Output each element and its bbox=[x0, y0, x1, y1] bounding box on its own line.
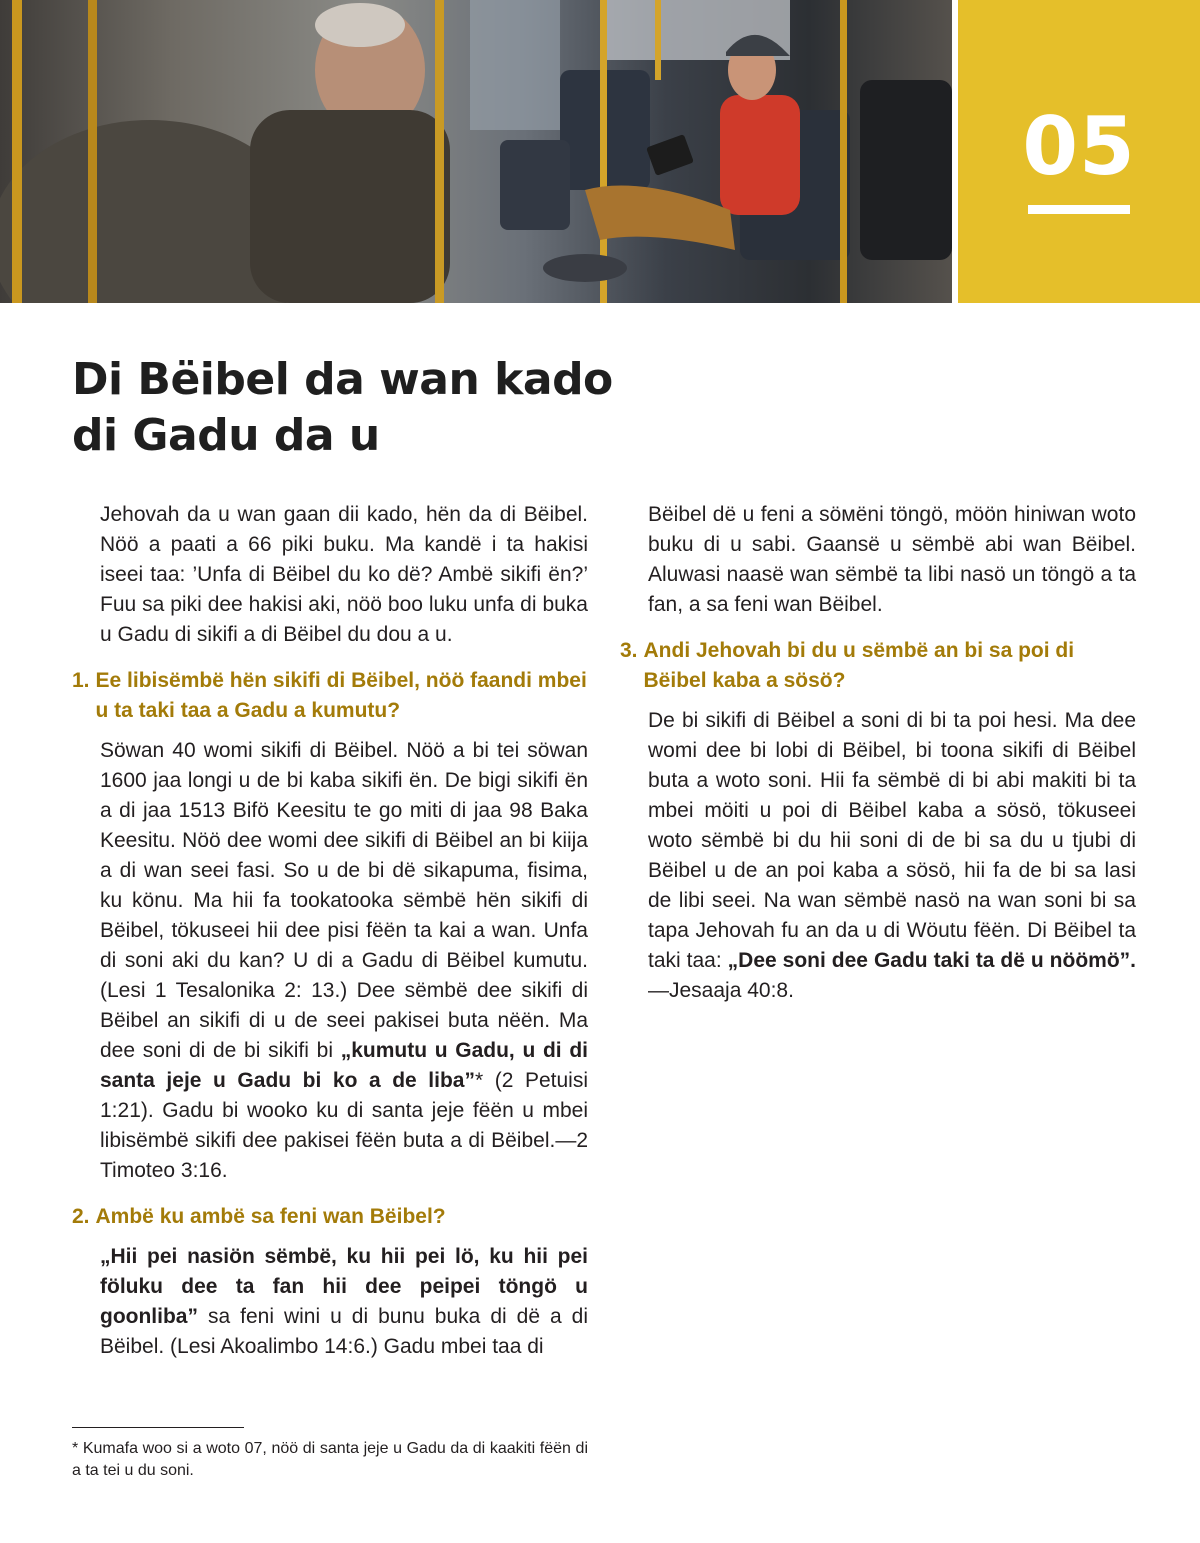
answer-1-text-end: * (2 Petuisi 1:21). Gadu bi wooko ku di santa jeje fëën u mbei libisëmbë sikifi dee pakisei fëën buta a di Bëibel.—2 Timoteo 3:16. bbox=[100, 1069, 589, 1182]
answer-3-quote: „Dee soni dee Gadu taki ta dë u nöömö”. bbox=[721, 949, 1136, 972]
header-photo bbox=[0, 0, 952, 303]
badge-underline bbox=[1028, 205, 1130, 214]
question-3-heading bbox=[620, 636, 1136, 696]
answer-3-text: De bi sikifi di Bëibel a soni di bi ta poi hesi. Ma dee womi dee bi lobi di Bëibel, bi toona sikifi di Bëibel buta a woto soni. Hii fa sëmbë di bi abi makiti bi ta mbei möiti u poi di Bëibel kaba a sösö, tökuseei woto sëmbë bi du hii soni di de bi sa du u tjubi di Bëibel u de an poi kaba a sösö, hii fa de bi sa lasi de libi seei. Na wan sëmbë nasö na wan soni bi sa tapa Jehovah fu an da u di Wöutu fëën. Di Bëibel ta taki taa: bbox=[648, 709, 1136, 972]
question-1-heading bbox=[72, 666, 588, 726]
question-text: Ee libisëmbë hën sikifi di Bëibel, nöö faandi mbei u ta taki taa a Gadu a kumutu? bbox=[95, 669, 587, 722]
right-column bbox=[620, 500, 1136, 1006]
answer-1-paragraph bbox=[72, 736, 588, 1186]
answer-3-citation: —Jesaaja 40:8. bbox=[648, 979, 794, 1002]
page-title bbox=[72, 352, 712, 464]
bus-passengers-photo bbox=[0, 0, 952, 303]
question-number: 3. bbox=[620, 639, 638, 662]
lesson-number: 05 bbox=[1022, 100, 1136, 193]
intro-paragraph: Jehovah da u wan gaan dii kado, hën da di Bëibel. Nöö a paati a 66 piki buku. Ma kandë i ta hakisi iseei taa: ’Unfa di Bëibel du ko dë? Ambë sikifi ën?’ Fuu sa piki dee hakisi aki, nöö boo luku unfa di buka u Gadu di sikifi a di Bëibel du dou a u. bbox=[100, 503, 588, 646]
answer-2-quote: „Hii pei nasiön sëmbë, ku hii pei lö, ku hii pei föluku dee ta fan hii dee peipei töngö u goonliba” bbox=[100, 1245, 588, 1328]
title-line-2: di Gadu da u bbox=[72, 410, 380, 461]
answer-1-quote: „kumutu u Gadu, u di di santa jeje u Gadu bi ko a de liba” bbox=[100, 1039, 588, 1092]
answer-2-paragraph bbox=[72, 1242, 588, 1362]
answer-3-paragraph bbox=[620, 706, 1136, 1006]
lesson-number-badge bbox=[958, 0, 1200, 303]
question-number: 2. bbox=[72, 1205, 90, 1228]
question-text: Ambë ku ambë sa feni wan Bëibel? bbox=[95, 1205, 446, 1228]
answer-2-continued: Bëibel dë u feni a söмëni töngö, möön hiniwan woto buku di u sabi. Gaansë u sëmbë abi wan Bëibel. Aluwasi naasë wan sëmbë ta libi nasö un töngö a ta fan, a sa feni wan Bëibel. bbox=[648, 503, 1136, 616]
title-line-1: Di Bëibel da wan kado bbox=[72, 354, 613, 405]
question-2-heading bbox=[72, 1202, 588, 1232]
footnote-divider bbox=[72, 1427, 244, 1428]
footnote: * Kumafa woo si a woto 07, nöö di santa jeje u Gadu da di kaakiti fëën di a ta tei u du soni. bbox=[72, 1440, 588, 1479]
answer-2-text: sa feni wini u di bunu buka di dë a di Bëibel. (Lesi Akoalimbo 14:6.) Gadu mbei taa di bbox=[100, 1305, 588, 1358]
answer-1-text: Söwan 40 womi sikifi di Bëibel. Nöö a bi tei söwan 1600 jaa longi u de bi kaba sikifi ën. De bigi sikifi ën a di jaa 1513 Bifö Keesitu te go miti di jaa 98 Baka Keesitu. Nöö dee womi dee sikifi di Bëibel an bi kiija a di wan seei fasi. So u de bi dë sikapuma, fisima, ku könu. Ma hii fa tookatooka sëmbë hën sikifi di Bëibel, tökuseei hii dee pisi fëën ta kai a wan. Unfa di soni aki du kan? U di a Gadu di Bëibel kumutu. (Lesi 1 Tesalonika 2: 13.) Dee sëmbë dee sikifi di Bëibel an sikifi di u de seei pakisei buta nëën. Ma dee soni di de bi sikifi bi bbox=[100, 739, 588, 1062]
question-number: 1. bbox=[72, 669, 90, 692]
left-column bbox=[72, 500, 588, 1362]
question-text: Andi Jehovah bi du u sëmbë an bi sa poi di Bëibel kaba a sösö? bbox=[643, 639, 1075, 692]
